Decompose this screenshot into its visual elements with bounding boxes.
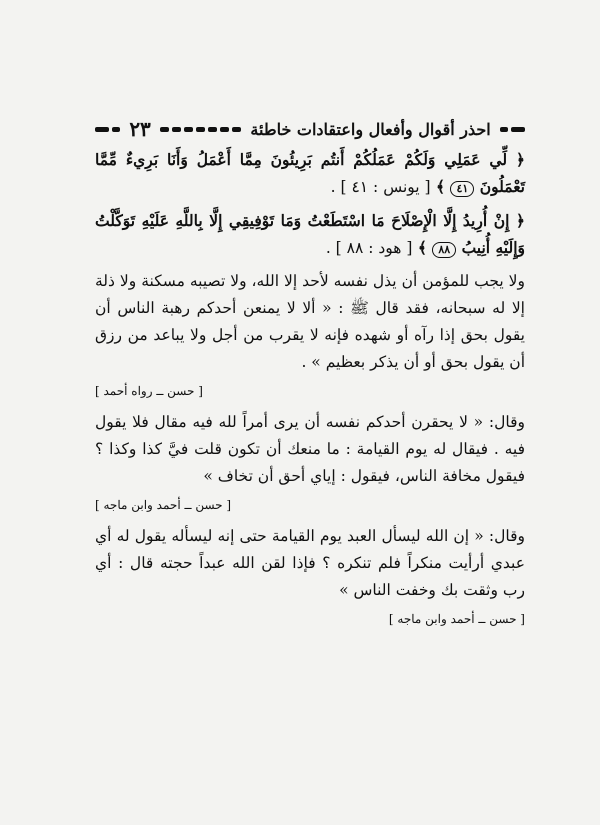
verse-source: [ يونس : ٤١ ] . xyxy=(330,178,431,196)
hadith-citation: [ حسن ــ رواه أحمد ] xyxy=(95,384,203,398)
page-body xyxy=(95,146,525,637)
verse-source: [ هود : ٨٨ ] . xyxy=(325,239,413,257)
paragraph-3 xyxy=(95,523,525,604)
verse-number: ٤١ xyxy=(450,181,474,197)
verse-hud xyxy=(95,207,525,262)
running-header xyxy=(95,114,525,144)
header-ornament-right xyxy=(500,127,525,132)
verse-yunus xyxy=(95,146,525,201)
verse-text: ﴿ إِنْ أُرِيدُ إِلَّا الْإِصْلَاحَ مَا اسْتَطَعْتُ وَمَا تَوْفِيقِي إِلَّا بِاللَّهِ عَلَيْهِ تَوَكَّلْتُ وَإِلَيْهِ أُنِيبُ xyxy=(95,211,525,257)
hadith-citation: [ حسن ــ أحمد وابن ماجه ] xyxy=(95,498,232,512)
hadith-citation: [ حسن ــ أحمد وابن ماجه ] xyxy=(388,612,525,626)
verse-text: ﴿ لِّي عَمَلِي وَلَكُمْ عَمَلُكُمْ أَنتُم بَرِيئُونَ مِمَّا أَعْمَلُ وَأَنَا بَرِيءٌ مِّمَّا تَعْمَلُونَ xyxy=(95,150,525,196)
paragraph-text: وقال: « لا يحقرن أحدكم نفسه أن يرى أمراً لله فيه مقال فلا يقول فيه . فيقال له يوم القيامة : ما منعك أن تكون قلت فيَّ كذا وكذا ؟ فيقول مخافة الناس، فيقول : إياي أحق أن تخاف » xyxy=(95,413,525,485)
paragraph-1 xyxy=(95,268,525,376)
paragraph-2 xyxy=(95,409,525,490)
verse-number: ٨٨ xyxy=(432,242,456,258)
header-ornament-left xyxy=(95,127,120,132)
verse-close: ﴾ xyxy=(417,238,427,257)
page-number: ٢٣ xyxy=(129,117,151,141)
header-ornament-middle xyxy=(160,127,241,132)
paragraph-text: ولا يجب للمؤمن أن يذل نفسه لأحد إلا الله، ولا تصيبه مسكنة ولا ذلة إلا له سبحانه، فقد قال ﷺ : « ألا لا يمنعن أحدكم رهبة الناس أن يقول بحق إذا رآه أو شهده فإنه لا يقرب من أجل ولا يباعد من رزق أن يقول بحق أو أن يذكر بعظيم » . xyxy=(95,272,525,371)
verse-close: ﴾ xyxy=(435,177,446,196)
header-title: احذر أقوال وأفعال واعتقادات خاطئة xyxy=(250,119,491,139)
paragraph-text: وقال: « إن الله ليسأل العبد يوم القيامة حتى إنه ليسأله يقول له أي عبدي أرأيت منكراً فلم تنكره ؟ فإذا لقن الله عبداً حجته قال : أي رب وثقت بك وخفت الناس » xyxy=(95,527,525,599)
